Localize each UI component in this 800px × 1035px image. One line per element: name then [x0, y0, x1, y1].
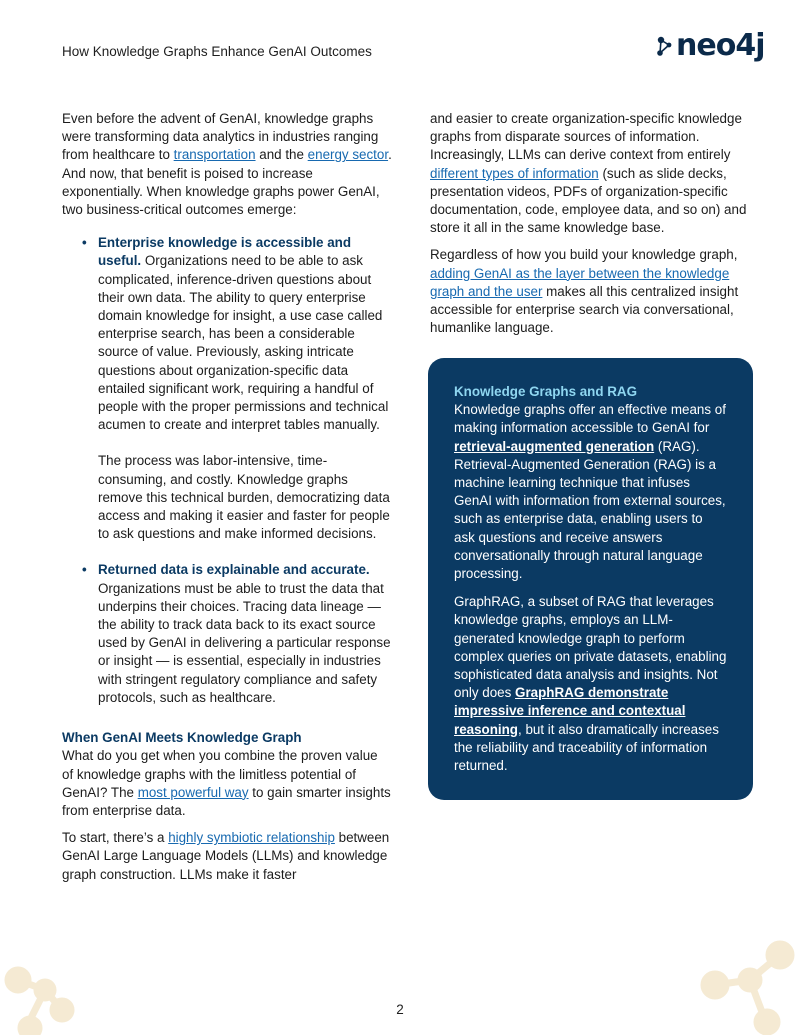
right-column	[430, 110, 755, 346]
page-number: 2	[396, 1002, 404, 1017]
section-heading: When GenAI Meets Knowledge Graph	[62, 730, 302, 746]
callout-title: Knowledge Graphs and RAG	[454, 384, 638, 399]
list-item	[62, 234, 392, 543]
callout-paragraph: GraphRAG, a subset of RAG that leverages knowledge graphs, employs an LLM-generated knowledge graph to perform complex queries on private datasets, enabling sophisticated data analysis and insights. Not only does GraphRAG demonstrate impressive inference and contextual reasoning, but it also dramatically increases the reliability and traceability of information returned.	[454, 594, 727, 774]
intro-paragraph: Even before the advent of GenAI, knowledge graphs were transforming data analytics in industries ranging from healthcare to transportation and the energy sector. And now, that benefit is poised to increase exponentially. When knowledge graphs power GenAI, two business-critical outcomes emerge:	[62, 111, 392, 218]
bullet-marker: •	[82, 562, 87, 578]
neo4j-logo	[656, 28, 764, 64]
transportation-link[interactable]: transportation	[173, 147, 256, 163]
bullet-marker: •	[82, 235, 87, 251]
document-header-title: How Knowledge Graphs Enhance GenAI Outcomes	[62, 44, 372, 59]
bullet-body-continued: The process was labor-intensive, time-consuming, and costly. Knowledge graphs remove this technical burden, democratizing data access and making it easier and faster for people to ask questions and make informed decisions.	[98, 453, 390, 542]
rag-link[interactable]: retrieval-augmented generation	[454, 438, 655, 454]
callout-paragraph: Knowledge graphs offer an effective means of making information accessible to GenAI for retrieval-augmented generation (RAG). Retrieval-Augmented Generation (RAG) is a machine learning technique that infuses GenAI with information from external sources, such as enterprise data, enabling users to ask questions and receive answers conversationally through natural language processing.	[454, 402, 726, 582]
bullet-body: Organizations must be able to trust the data that underpins their choices. Tracing data lineage — the ability to track data back to its exact source used by GenAI in delivering a particular response or insight — is essential, especially in industries with stringent regulatory compliance and safety protocols, such as healthcare.	[98, 580, 391, 705]
decorative-graph-right-icon	[695, 940, 800, 1035]
graph-nodes-icon	[656, 29, 674, 63]
section-paragraph: To start, there’s a highly symbiotic relationship between GenAI Large Language Models (LLMs) and knowledge graph construction. LLMs make it faster	[62, 830, 390, 882]
graphrag-link[interactable]: GraphRAG demonstrate impressive inference and contextual reasoning	[454, 685, 686, 737]
decorative-graph-left-icon	[0, 960, 90, 1035]
energy-sector-link[interactable]: energy sector	[307, 147, 389, 163]
bullet-title: Enterprise knowledge is accessible and useful.	[98, 235, 352, 269]
left-column	[62, 110, 392, 893]
bullet-body: Organizations need to be able to ask complicated, inference-driven questions about their own data. The ability to query enterprise domain knowledge for insight, a use case called enterprise search, has been a considerable source of value. Previously, asking intricate questions about organization-specific data entailed significant work, requiring a handful of people with the proper permissions and technical acumen to create and interpret tables manually.	[98, 253, 389, 433]
section-paragraph: What do you get when you combine the proven value of knowledge graphs with the limitless potential of GenAI? The most powerful way to gain smarter insights from enterprise data.	[62, 748, 391, 818]
symbiotic-relationship-link[interactable]: highly symbiotic relationship	[168, 830, 335, 846]
logo-wordmark: neo4j	[676, 28, 765, 63]
bullet-title: Returned data is explainable and accurate.	[98, 562, 370, 578]
most-powerful-way-link[interactable]: most powerful way	[137, 784, 249, 800]
outcomes-list	[62, 234, 392, 707]
body-paragraph: Regardless of how you build your knowledge graph, adding GenAI as the layer between the knowledge graph and the user makes all this centralized insight accessible for enterprise search via conversational, humanlike language.	[430, 247, 739, 336]
genai-layer-link[interactable]: adding GenAI as the layer between the knowledge graph and the user	[430, 265, 730, 299]
rag-callout-box	[428, 358, 753, 800]
different-types-link[interactable]: different types of information	[430, 165, 599, 181]
list-item	[62, 561, 392, 707]
body-paragraph: and easier to create organization-specific knowledge graphs from disparate sources of information. Increasingly, LLMs can derive context from entirely different types of information (such as slide decks, presentation videos, PDFs of organization-specific documentation, code, employee data, and so on) and store it all in the same knowledge base.	[430, 111, 747, 236]
